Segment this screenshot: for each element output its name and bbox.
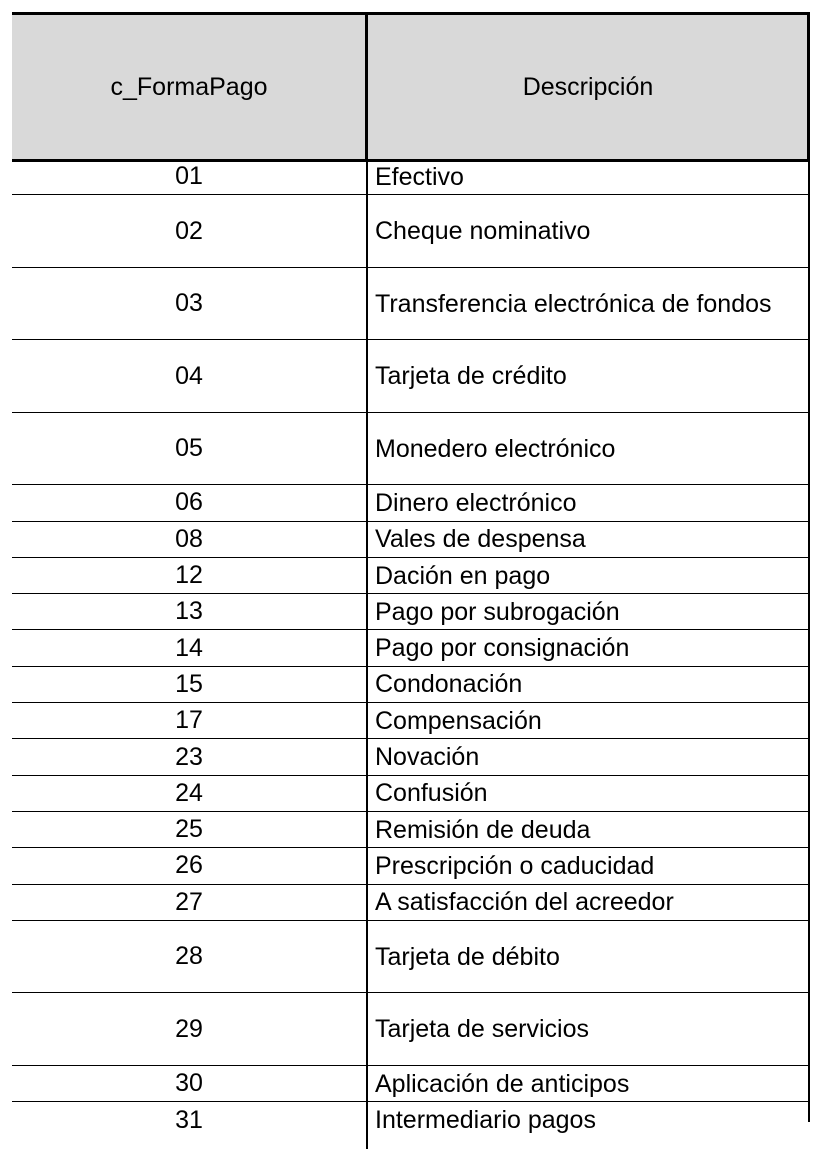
table-body	[12, 159, 810, 1138]
row-description: Pago por consignación	[375, 634, 630, 663]
row-code: 27	[175, 887, 203, 916]
table-row	[12, 885, 810, 921]
row-code: 26	[175, 851, 203, 880]
table-row	[12, 195, 810, 268]
row-description: Tarjeta de crédito	[375, 362, 567, 391]
row-code: 28	[175, 942, 203, 971]
table-row	[12, 993, 810, 1066]
row-description: Intermediario pagos	[375, 1106, 596, 1135]
row-code: 01	[175, 162, 203, 191]
table-row	[12, 522, 810, 558]
table-row	[12, 485, 810, 521]
header-right-border	[807, 15, 810, 162]
table-row	[12, 159, 810, 195]
row-code: 12	[175, 561, 203, 590]
table-row	[12, 921, 810, 994]
table-row	[12, 667, 810, 703]
row-code: 13	[175, 597, 203, 626]
table-row	[12, 1102, 810, 1138]
row-description: Dinero electrónico	[375, 488, 577, 517]
row-description: Tarjeta de servicios	[375, 1015, 589, 1044]
row-description: Dación en pago	[375, 561, 551, 590]
table-row	[12, 558, 810, 594]
table-row	[12, 594, 810, 630]
row-code: 02	[175, 216, 203, 245]
row-code: 23	[175, 742, 203, 771]
row-description: Compensación	[375, 706, 542, 735]
table-row	[12, 812, 810, 848]
row-code: 08	[175, 524, 203, 553]
row-code: 17	[175, 706, 203, 735]
row-description: Condonación	[375, 670, 523, 699]
table-row	[12, 1066, 810, 1102]
row-code: 31	[175, 1105, 203, 1134]
row-description: Prescripción o caducidad	[375, 851, 655, 880]
row-code: 14	[175, 633, 203, 662]
table-row	[12, 703, 810, 739]
row-code: 15	[175, 669, 203, 698]
row-description: Remisión de deuda	[375, 815, 591, 844]
row-description: Cheque nominativo	[375, 217, 591, 246]
row-code: 04	[175, 361, 203, 390]
row-description: Tarjeta de débito	[375, 942, 560, 971]
table-row	[12, 268, 810, 341]
table-row	[12, 340, 810, 413]
table-row	[12, 413, 810, 486]
header-description: Descripción	[522, 72, 654, 101]
row-description: Transferencia electrónica de fondos	[375, 289, 772, 318]
row-code: 29	[175, 1014, 203, 1043]
row-code: 03	[175, 289, 203, 318]
row-description: Novación	[375, 743, 480, 772]
table-header	[12, 12, 810, 159]
column-divider	[366, 159, 368, 1149]
table-row	[12, 848, 810, 884]
header-code: c_FormaPago	[110, 72, 268, 101]
row-description: Efectivo	[375, 162, 464, 191]
row-description: Pago por subrogación	[375, 597, 620, 626]
row-code: 25	[175, 815, 203, 844]
table-row	[12, 630, 810, 666]
row-code: 05	[175, 434, 203, 463]
row-code: 30	[175, 1069, 203, 1097]
table-row	[12, 776, 810, 812]
row-description: Confusión	[375, 779, 488, 808]
table-right-border	[808, 159, 810, 1122]
row-code: 06	[175, 488, 203, 517]
row-description: A satisfacción del acreedor	[375, 888, 674, 917]
row-code: 24	[175, 778, 203, 807]
header-divider	[365, 15, 368, 162]
row-description: Monedero electrónico	[375, 434, 616, 463]
row-description: Aplicación de anticipos	[375, 1069, 630, 1098]
row-description: Vales de despensa	[375, 525, 586, 554]
table-row	[12, 739, 810, 775]
